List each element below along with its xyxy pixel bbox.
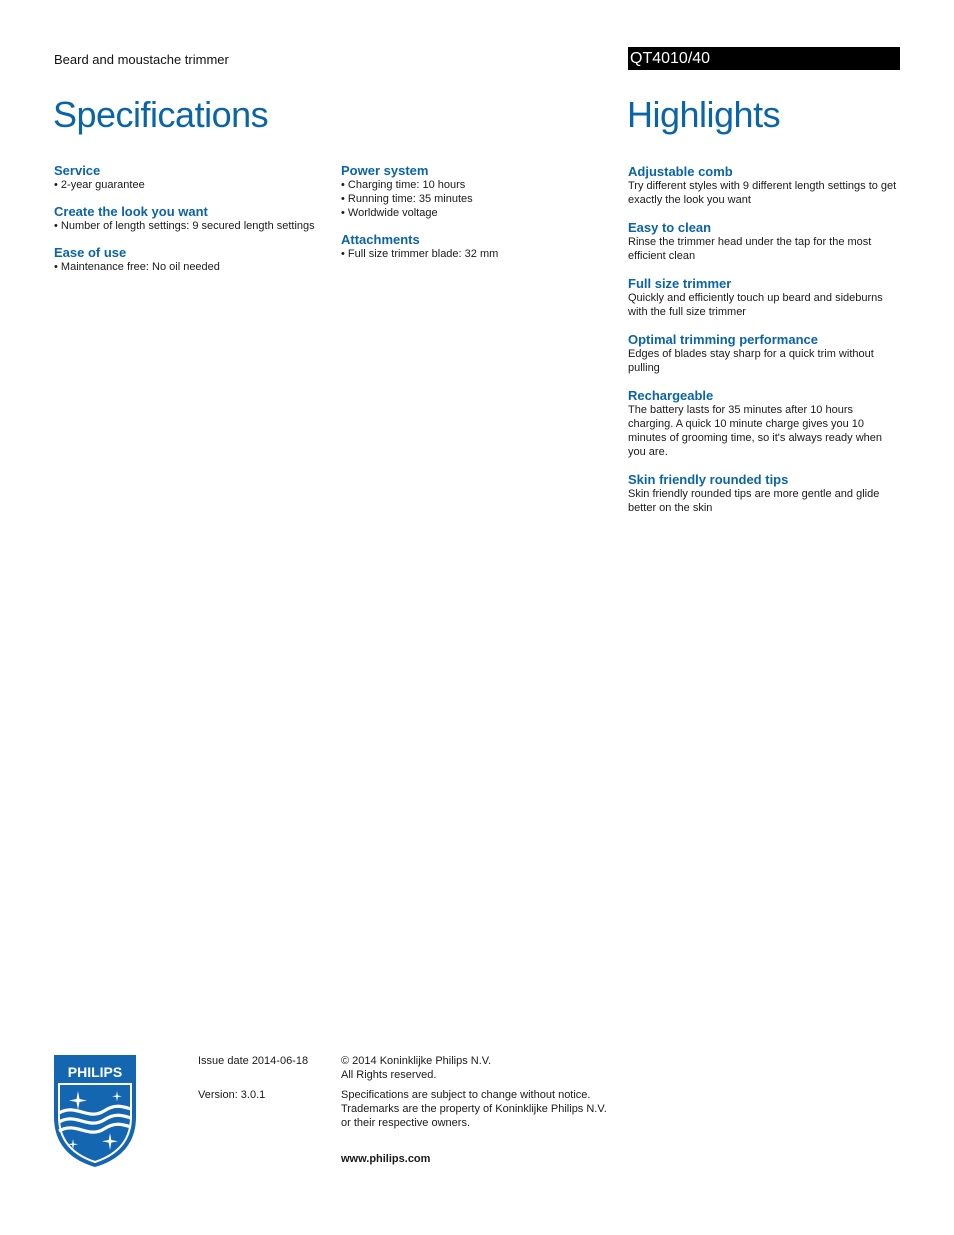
spec-section-title: Attachments bbox=[341, 232, 420, 247]
spec-section-create-look bbox=[54, 205, 334, 233]
highlight-title: Easy to clean bbox=[628, 220, 712, 235]
highlight-text: Skin friendly rounded tips are more gentle and glide better on the skin bbox=[628, 488, 880, 514]
copyright-block bbox=[341, 1054, 491, 1082]
notice-block bbox=[341, 1088, 607, 1130]
issue-date: Issue date 2014-06-18 bbox=[198, 1055, 309, 1067]
spec-section-service bbox=[54, 164, 334, 192]
highlight-title: Rechargeable bbox=[628, 388, 714, 403]
spec-section-title: Power system bbox=[341, 163, 429, 178]
highlight-text: The battery lasts for 35 minutes after 10 hours charging. A quick 10 minute charge gives you 10 minutes of grooming time, so it's always ready when you are. bbox=[628, 404, 882, 458]
highlights-column bbox=[628, 165, 900, 529]
highlight-text: Try different styles with 9 different length settings to get exactly the look you want bbox=[628, 180, 897, 206]
spec-item: • 2-year guarantee bbox=[54, 179, 145, 191]
spec-item: • Full size trimmer blade: 32 mm bbox=[341, 248, 499, 260]
highlight-title: Adjustable comb bbox=[628, 164, 733, 179]
website-link[interactable]: www.philips.com bbox=[341, 1153, 431, 1165]
spec-item: • Worldwide voltage bbox=[341, 207, 438, 219]
spec-section-power-system bbox=[341, 164, 621, 220]
spec-item: • Charging time: 10 hours bbox=[341, 179, 466, 191]
highlight-full-size-trimmer bbox=[628, 277, 900, 319]
specs-right-column bbox=[341, 164, 621, 274]
highlight-title: Skin friendly rounded tips bbox=[628, 472, 789, 487]
spec-item: • Running time: 35 minutes bbox=[341, 193, 473, 205]
notice-line: Trademarks are the property of Koninklijke Philips N.V. bbox=[341, 1103, 607, 1115]
philips-logo-text: PHILIPS bbox=[67, 1064, 123, 1080]
model-number-bar: QT4010/40 bbox=[628, 47, 900, 70]
highlight-text: Quickly and efficiently touch up beard and sideburns with the full size trimmer bbox=[628, 292, 883, 318]
spec-section-attachments bbox=[341, 233, 621, 261]
highlights-title: Highlights bbox=[627, 94, 781, 135]
highlight-text: Rinse the trimmer head under the tap for the most efficient clean bbox=[628, 236, 872, 262]
copyright-line: © 2014 Koninklijke Philips N.V. bbox=[341, 1055, 492, 1067]
version: Version: 3.0.1 bbox=[198, 1089, 266, 1101]
specs-left-column bbox=[54, 164, 334, 287]
rights-line: All Rights reserved. bbox=[341, 1069, 437, 1081]
spec-section-title: Create the look you want bbox=[54, 204, 208, 219]
spec-item: • Number of length settings: 9 secured length settings bbox=[54, 220, 315, 232]
highlight-optimal-trimming bbox=[628, 333, 900, 375]
spec-section-ease-of-use bbox=[54, 246, 334, 274]
spec-item: • Maintenance free: No oil needed bbox=[54, 261, 220, 273]
highlight-text: Edges of blades stay sharp for a quick trim without pulling bbox=[628, 348, 874, 374]
highlight-adjustable-comb bbox=[628, 165, 900, 207]
product-type: Beard and moustache trimmer bbox=[54, 52, 229, 67]
highlight-rechargeable bbox=[628, 389, 900, 459]
highlight-skin-friendly-tips bbox=[628, 473, 900, 515]
highlight-easy-to-clean bbox=[628, 221, 900, 263]
highlight-title: Full size trimmer bbox=[628, 276, 732, 291]
spec-section-title: Ease of use bbox=[54, 245, 127, 260]
spec-section-title: Service bbox=[54, 163, 101, 178]
notice-line: Specifications are subject to change without notice. bbox=[341, 1089, 591, 1101]
philips-shield-logo bbox=[54, 1055, 136, 1167]
notice-line: or their respective owners. bbox=[341, 1117, 470, 1129]
specifications-title: Specifications bbox=[53, 94, 269, 135]
highlight-title: Optimal trimming performance bbox=[628, 332, 818, 347]
